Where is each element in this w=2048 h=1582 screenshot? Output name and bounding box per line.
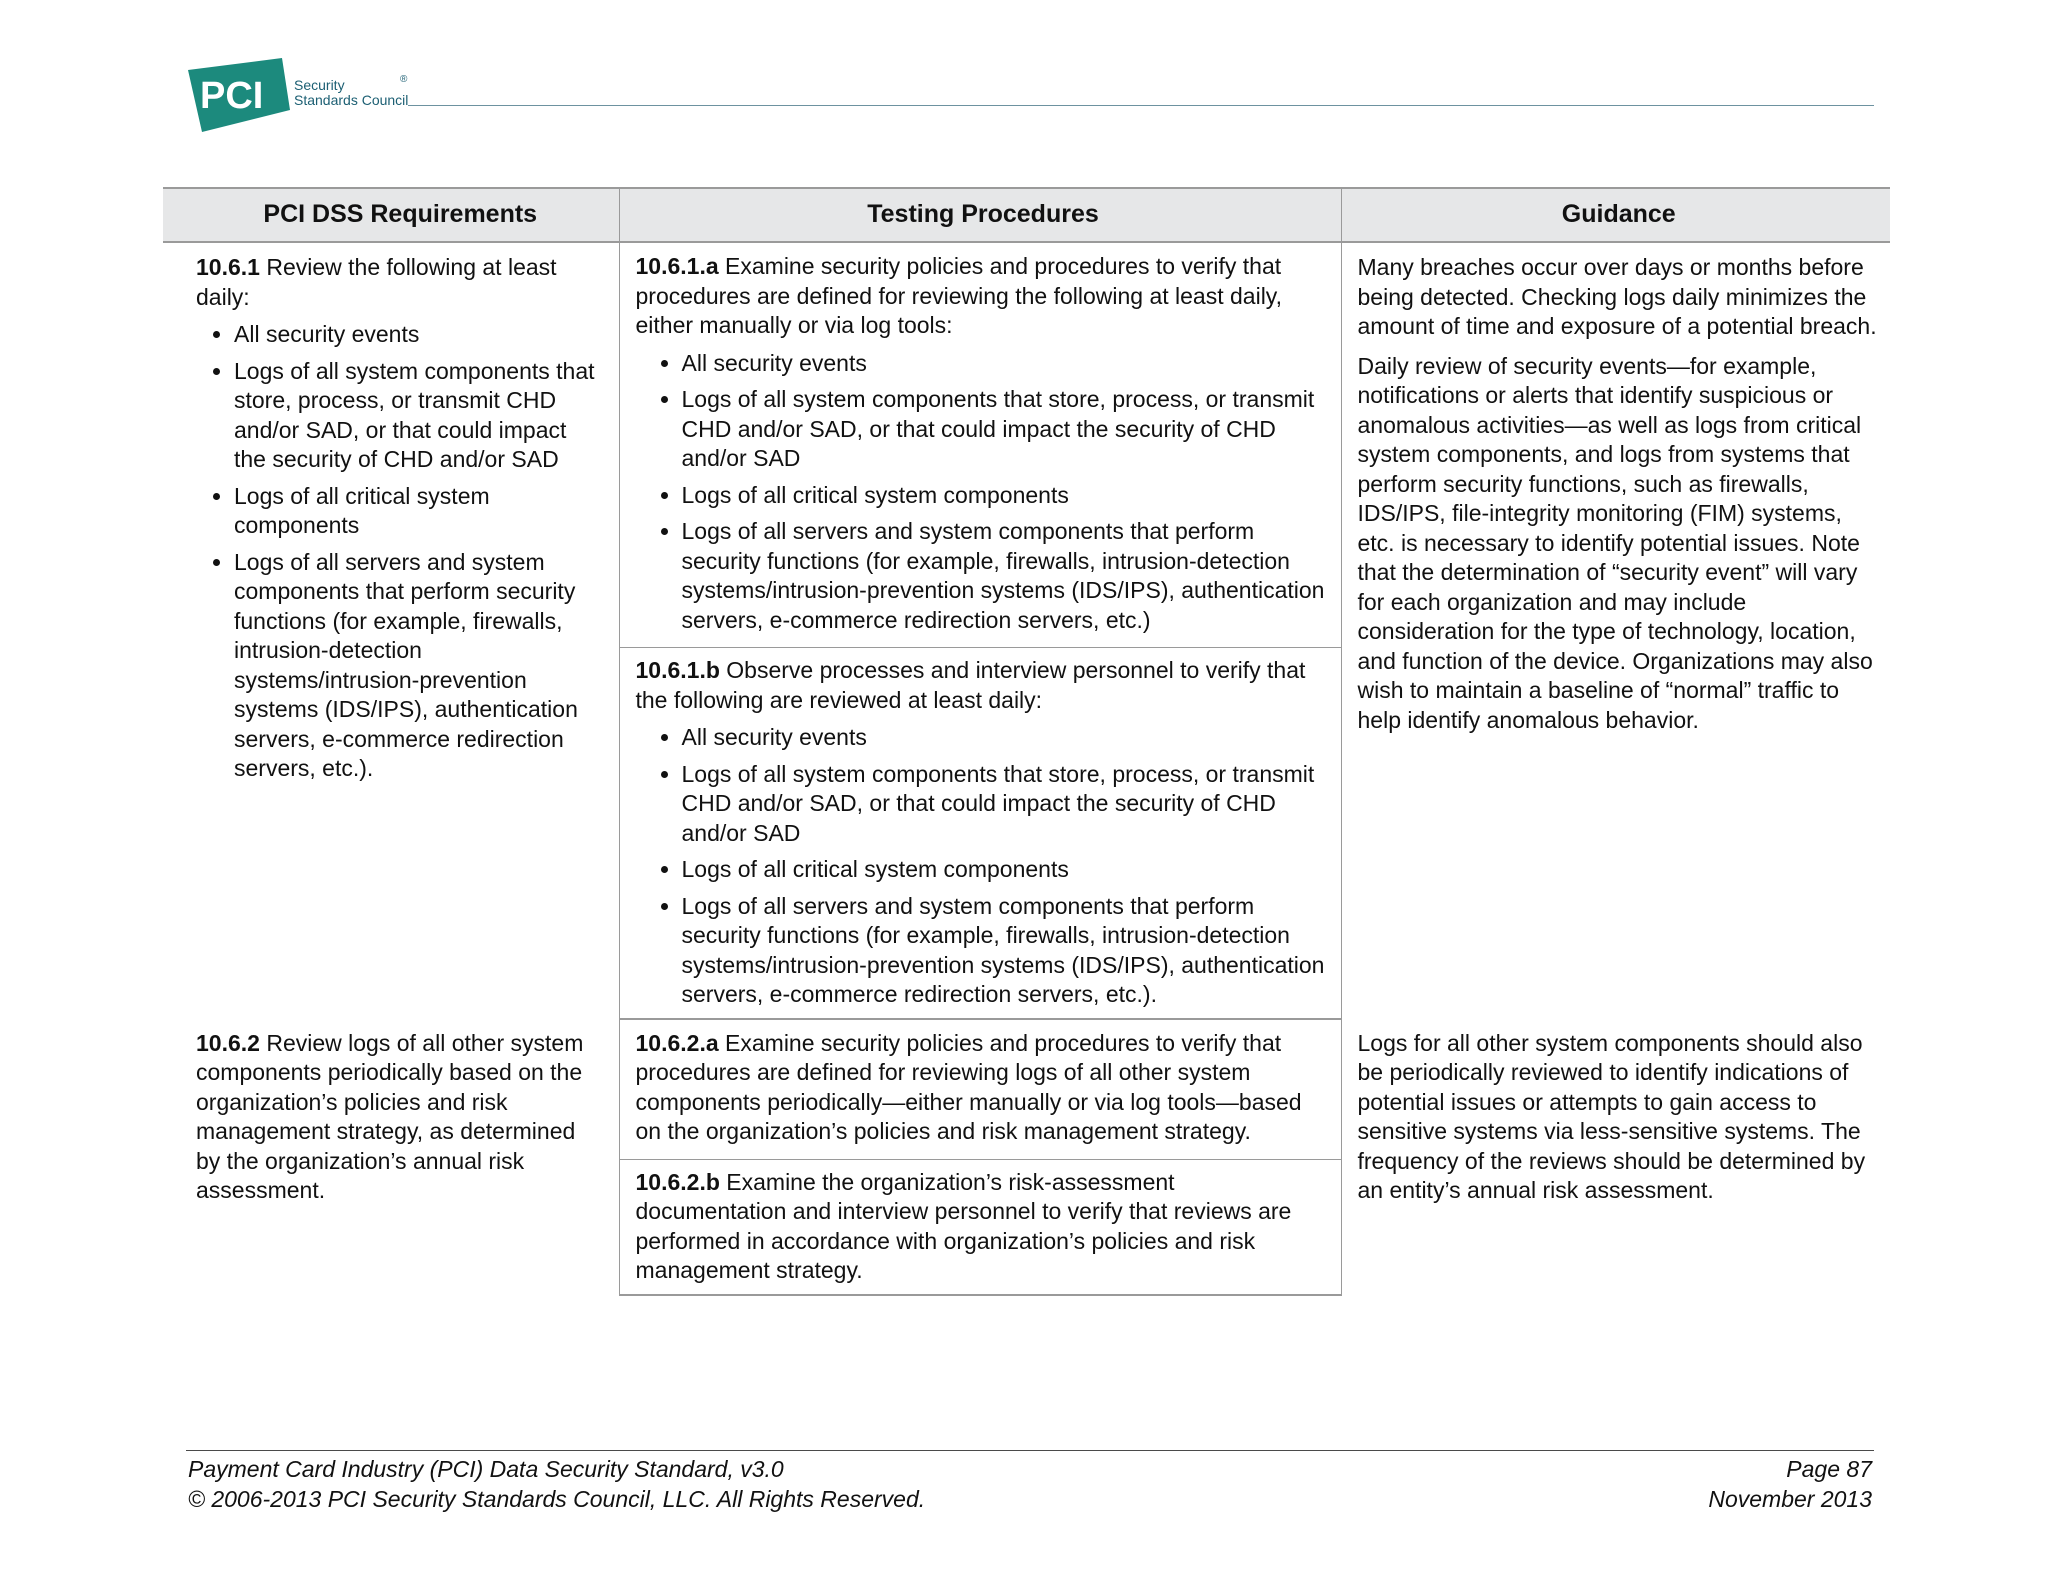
logo-line1: Security — [294, 77, 345, 93]
column-header-requirements: PCI DSS Requirements — [163, 188, 619, 242]
procedure-number: 10.6.1.b — [635, 657, 720, 683]
guidance-cell-10-6-1 — [1341, 242, 1890, 1019]
guidance-paragraph: Daily review of security events—for example, notifications or alerts that identify suspicious or anomalous activities—as well as logs from critical system components, and logs from systems that perform security functions, such as firewalls, IDS/IPS, file-integrity monitoring (FIM) systems, etc. is necessary to identify potential issues. Note that the determination of “security event” will vary for each organization and may include consideration for the type of technology, location, and function of the device. Organizations may also wish to maintain a baseline of “normal” traffic to help identify anomalous behavior. — [1357, 352, 1873, 733]
column-header-testing-procedures: Testing Procedures — [619, 188, 1341, 242]
column-header-guidance: Guidance — [1341, 188, 1890, 242]
requirement-number: 10.6.1 — [196, 254, 260, 280]
requirements-table — [163, 187, 1890, 1296]
list-item: • Logs of all servers and system components that perform security functions (for example, firewalls, intrusion-detection systems/intrusion-prevention systems (IDS/IPS), authentication servers, e-commerce redirection servers, etc.) — [682, 517, 1331, 635]
footer-document-title: Payment Card Industry (PCI) Data Security Standard, v3.0 — [188, 1456, 784, 1482]
procedure-text: 10.6.2.a Examine security policies and procedures to verify that procedures are defined for reviewing logs of all other system components periodically—either manually or via log tools—based on the organization’s policies and risk management strategy. — [635, 1029, 1302, 1144]
footer-right — [1708, 1454, 1872, 1514]
requirement-text: 10.6.2 Review logs of all other system components periodically based on the organization’s policies and risk management strategy, as determined by the organization’s annual risk assessment. — [196, 1029, 584, 1203]
procedure-text: 10.6.1.a Examine security policies and procedures to verify that procedures are defined for reviewing the following at least daily, either manually or via log tools: — [635, 253, 1282, 338]
procedure-text: 10.6.2.b Examine the organization’s risk-assessment documentation and interview personnel to verify that reviews are performed in accordance with organization’s policies and risk management strategy. — [635, 1168, 1292, 1283]
procedure-number: 10.6.1.a — [635, 253, 719, 279]
testing-procedure-10-6-1-b — [619, 648, 1341, 1019]
list-item: • Logs of all servers and system components that perform security functions (for example, firewalls, intrusion-detection systems/intrusion-prevention systems (IDS/IPS), authentication servers, e-commerce redirection servers, etc.). — [682, 892, 1331, 1010]
testing-procedure-10-6-2-b — [619, 1159, 1341, 1295]
testing-procedure-10-6-1-a — [619, 242, 1341, 648]
requirement-cell-10-6-1 — [163, 242, 619, 1019]
footer-date: November 2013 — [1708, 1486, 1872, 1512]
procedure-number: 10.6.2.a — [635, 1029, 719, 1056]
requirement-number: 10.6.2 — [196, 1029, 260, 1056]
list-item: • Logs of all system components that store, process, or transmit CHD and/or SAD, or that could impact the security of CHD and/or SAD — [234, 357, 605, 475]
procedure-list — [636, 349, 1331, 636]
procedure-text: 10.6.1.b Observe processes and interview personnel to verify that the following are reviewed at least daily: — [635, 657, 1306, 713]
logo-mark-text: PCI — [200, 75, 264, 117]
list-item: • All security events — [234, 320, 605, 350]
guidance-cell-10-6-2 — [1341, 1019, 1890, 1295]
list-item: • Logs of all servers and system components that perform security functions (for example, firewalls, intrusion-detection systems/intrusion-prevention systems (IDS/IPS), authentication servers, e-commerce redirection servers, etc.). — [234, 548, 605, 784]
header-rule — [408, 105, 1874, 106]
list-item: • All security events — [682, 723, 1331, 753]
list-item: • Logs of all system components that store, process, or transmit CHD and/or SAD, or that could impact the security of CHD and/or SAD — [682, 760, 1331, 849]
procedure-list — [636, 723, 1331, 1010]
footer-copyright: © 2006-2013 PCI Security Standards Council, LLC. All Rights Reserved. — [188, 1486, 926, 1512]
logo-line2: Standards Council — [294, 92, 409, 108]
table-row-10-6-2a — [163, 1019, 1890, 1160]
pci-logo — [186, 58, 416, 132]
table-row-10-6-1a — [163, 242, 1890, 648]
registered-mark: ® — [400, 74, 408, 85]
footer-rule — [186, 1450, 1874, 1451]
requirement-text: 10.6.1 Review the following at least daily: — [196, 254, 557, 310]
list-item: • All security events — [682, 349, 1331, 379]
procedure-number: 10.6.2.b — [635, 1168, 720, 1195]
list-item: • Logs of all critical system components — [682, 481, 1331, 511]
list-item: • Logs of all critical system components — [682, 855, 1331, 885]
list-item: • Logs of all system components that store, process, or transmit CHD and/or SAD, or that could impact the security of CHD and/or SAD — [682, 385, 1331, 474]
guidance-paragraph: Logs for all other system components should also be periodically reviewed to identify indications of potential issues or attempts to gain access to sensitive systems via less-sensitive systems. The frequency of the reviews should be determined by an entity’s annual risk assessment. — [1357, 1029, 1866, 1203]
table-header-row — [163, 188, 1890, 242]
guidance-paragraph: Many breaches occur over days or months before being detected. Checking logs daily minimizes the amount of time and exposure of a potential breach. — [1357, 254, 1877, 339]
list-item: • Logs of all critical system components — [234, 482, 605, 541]
testing-procedure-10-6-2-a — [619, 1019, 1341, 1160]
footer-page-number: Page 87 — [1786, 1456, 1872, 1482]
requirement-list — [196, 320, 605, 784]
requirement-cell-10-6-2 — [163, 1019, 619, 1295]
logo-wordmark — [294, 78, 408, 108]
footer-left — [188, 1454, 925, 1514]
